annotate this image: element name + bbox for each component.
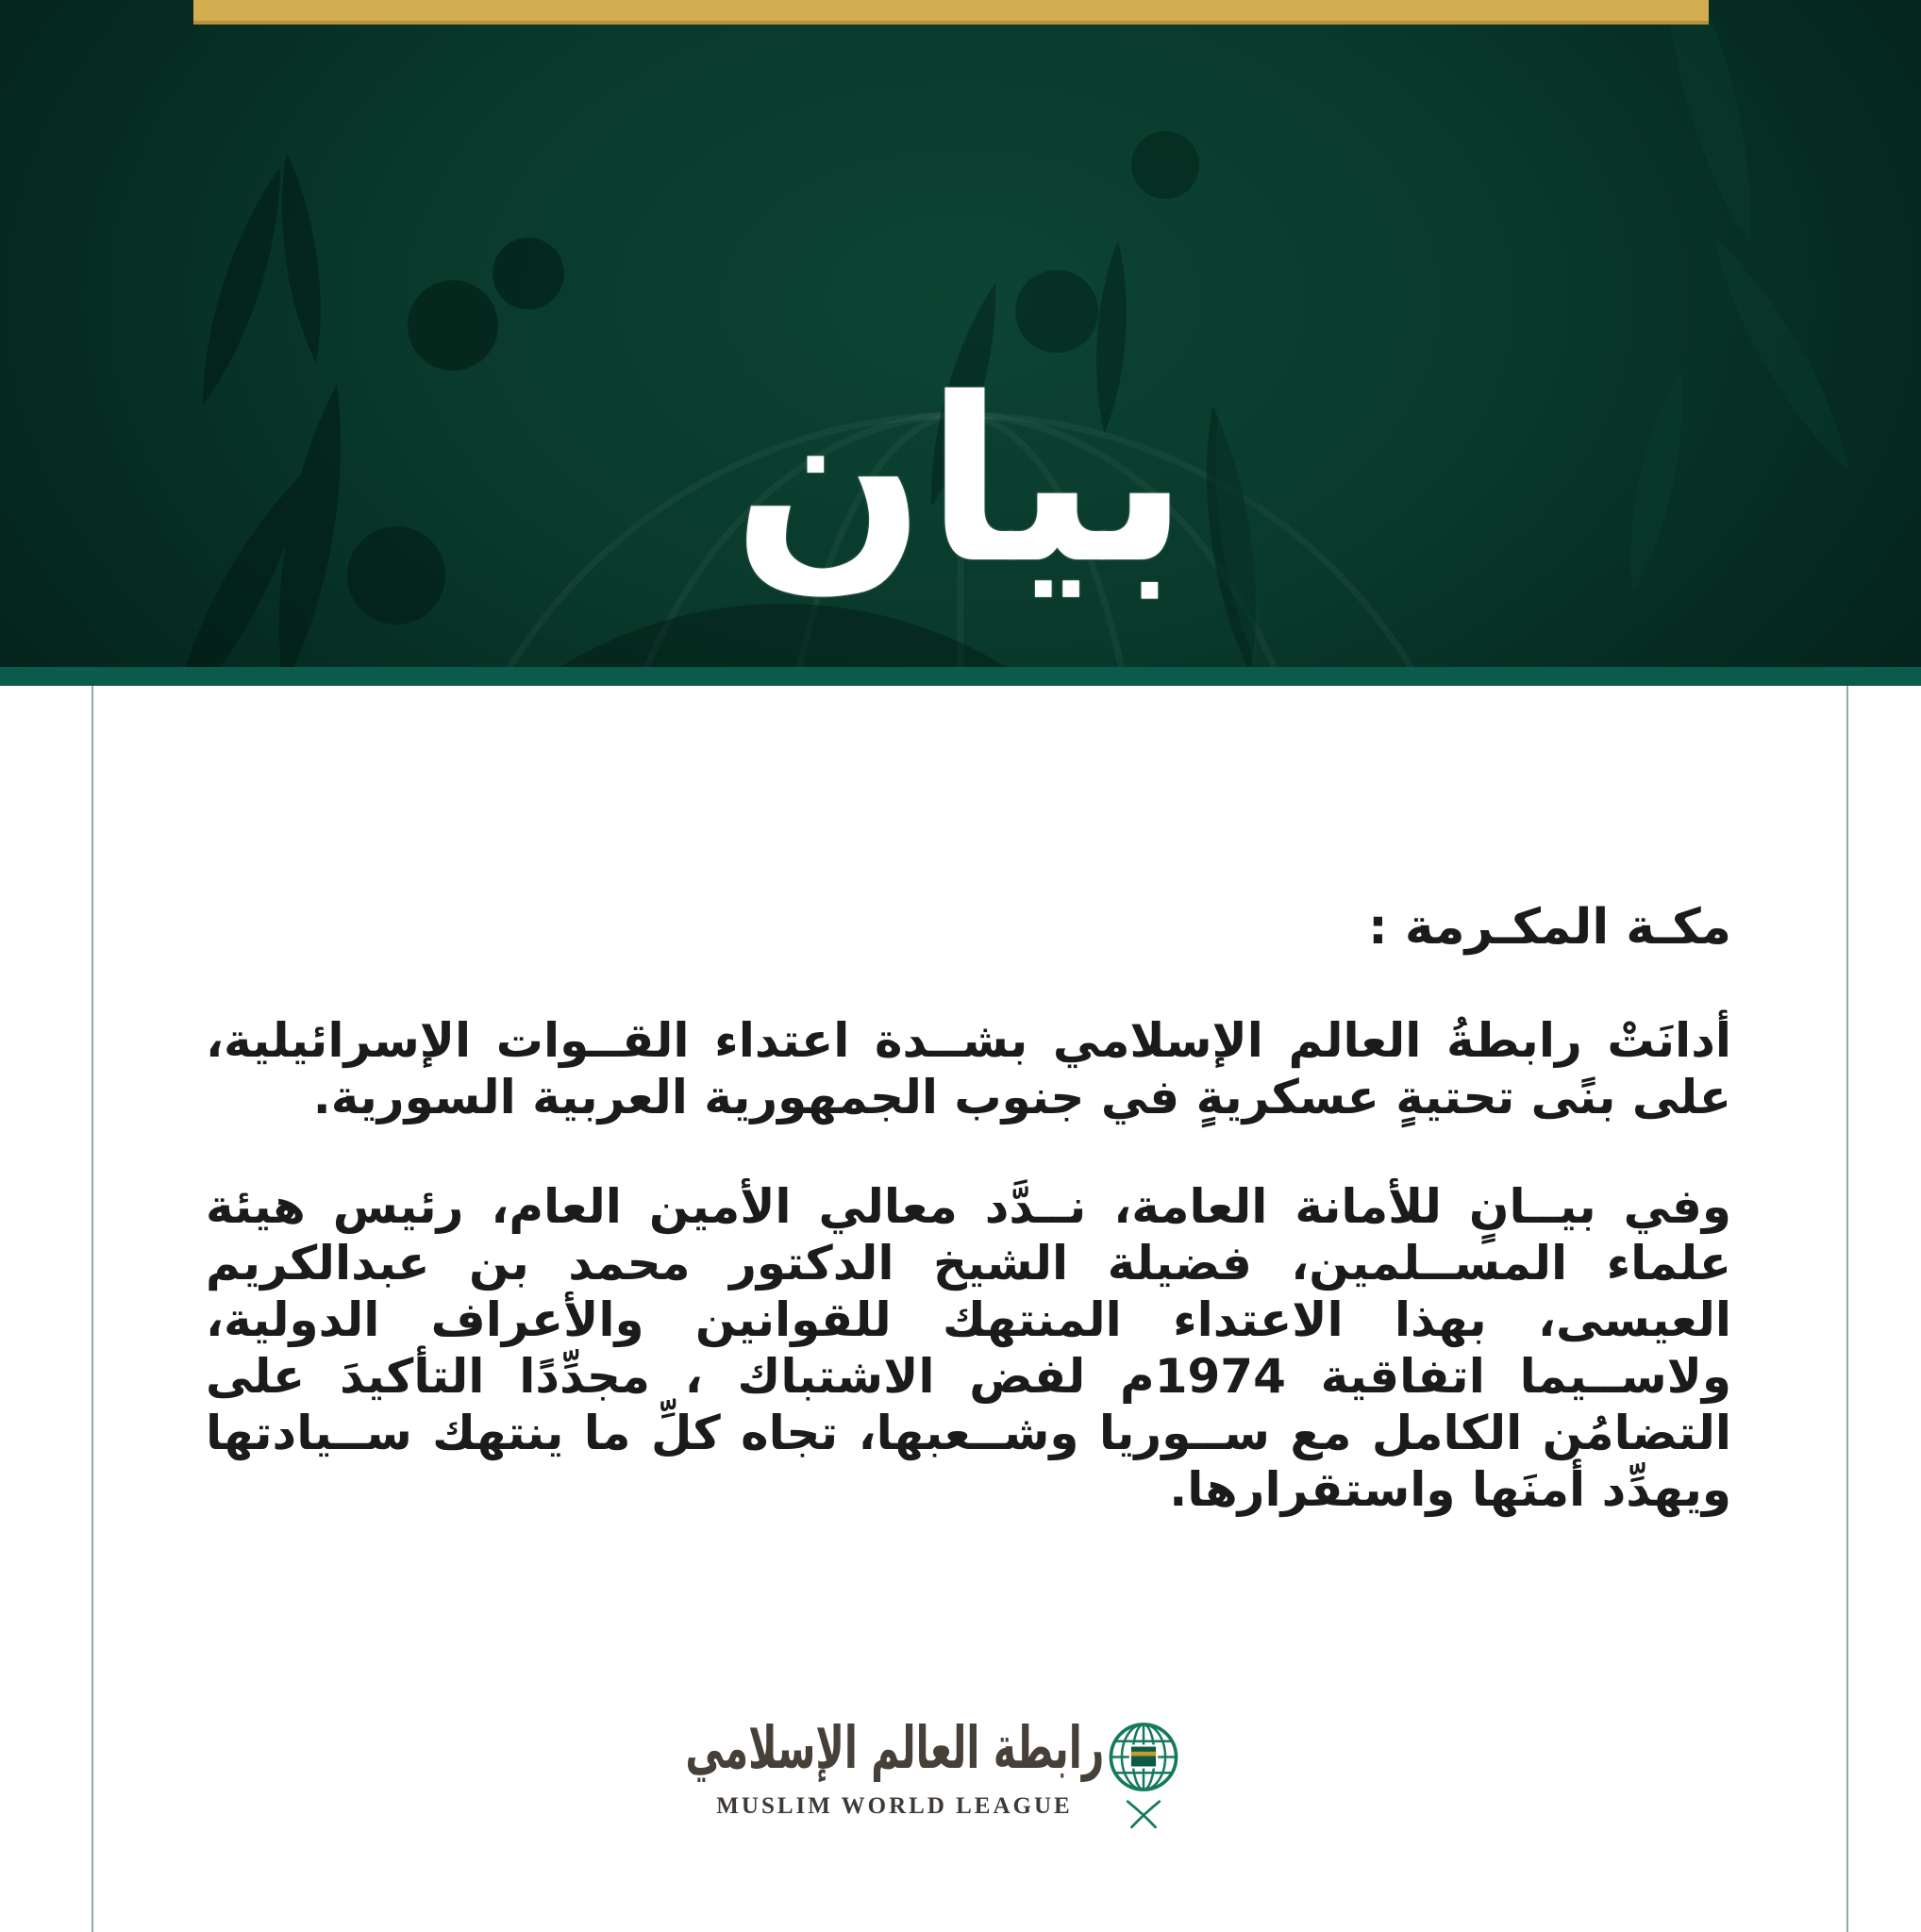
kaaba-icon xyxy=(1130,1745,1157,1767)
mwl-arabic-logotype: رابطة العالم الإسلامي xyxy=(685,1713,1104,1782)
mwl-logo xyxy=(0,1704,1921,1830)
header-banner xyxy=(0,0,1921,667)
statement-body xyxy=(206,686,1731,1518)
city-heading: مكـة المكـرمة : xyxy=(1367,899,1731,956)
mwl-english-logotype: MUSLIM WORLD LEAGUE xyxy=(716,1793,1073,1819)
statement-paragraph-1: أدانَتْ رابطةُ العالم الإسلامي بشــدة اعتداء القــوات الإسرائيلية، على بنًى تحتيةٍ عسكريةٍ في جنوب الجمهورية العربية السورية. xyxy=(206,1013,1731,1124)
mwl-logo-text-column xyxy=(685,1704,1104,1820)
statement-paragraph-2: وفي بيــانٍ للأمانة العامة، نــدَّد معالي الأمين العام، رئيس هيئة علماء المســلمين، فضيلة الشيخ الدكتور محمد بن عبدالكريم العيسى، بهذا الاعتداء المنتهك للقوانين والأعراف الدولية، ولاســيما اتفاقية 1974م لفض الاشتباك ، مجدِّدًا التأكيدَ على التضامُن الكامل مع ســوريا وشــعبها، تجاه كلِّ ما ينتهك ســيادتها ويهدِّد أمنَها واستقرارها. xyxy=(206,1179,1731,1517)
gold-accent-bar xyxy=(193,0,1709,25)
teal-divider-strip xyxy=(0,667,1921,686)
statement-title-calligraphy: بيان xyxy=(732,349,1189,613)
